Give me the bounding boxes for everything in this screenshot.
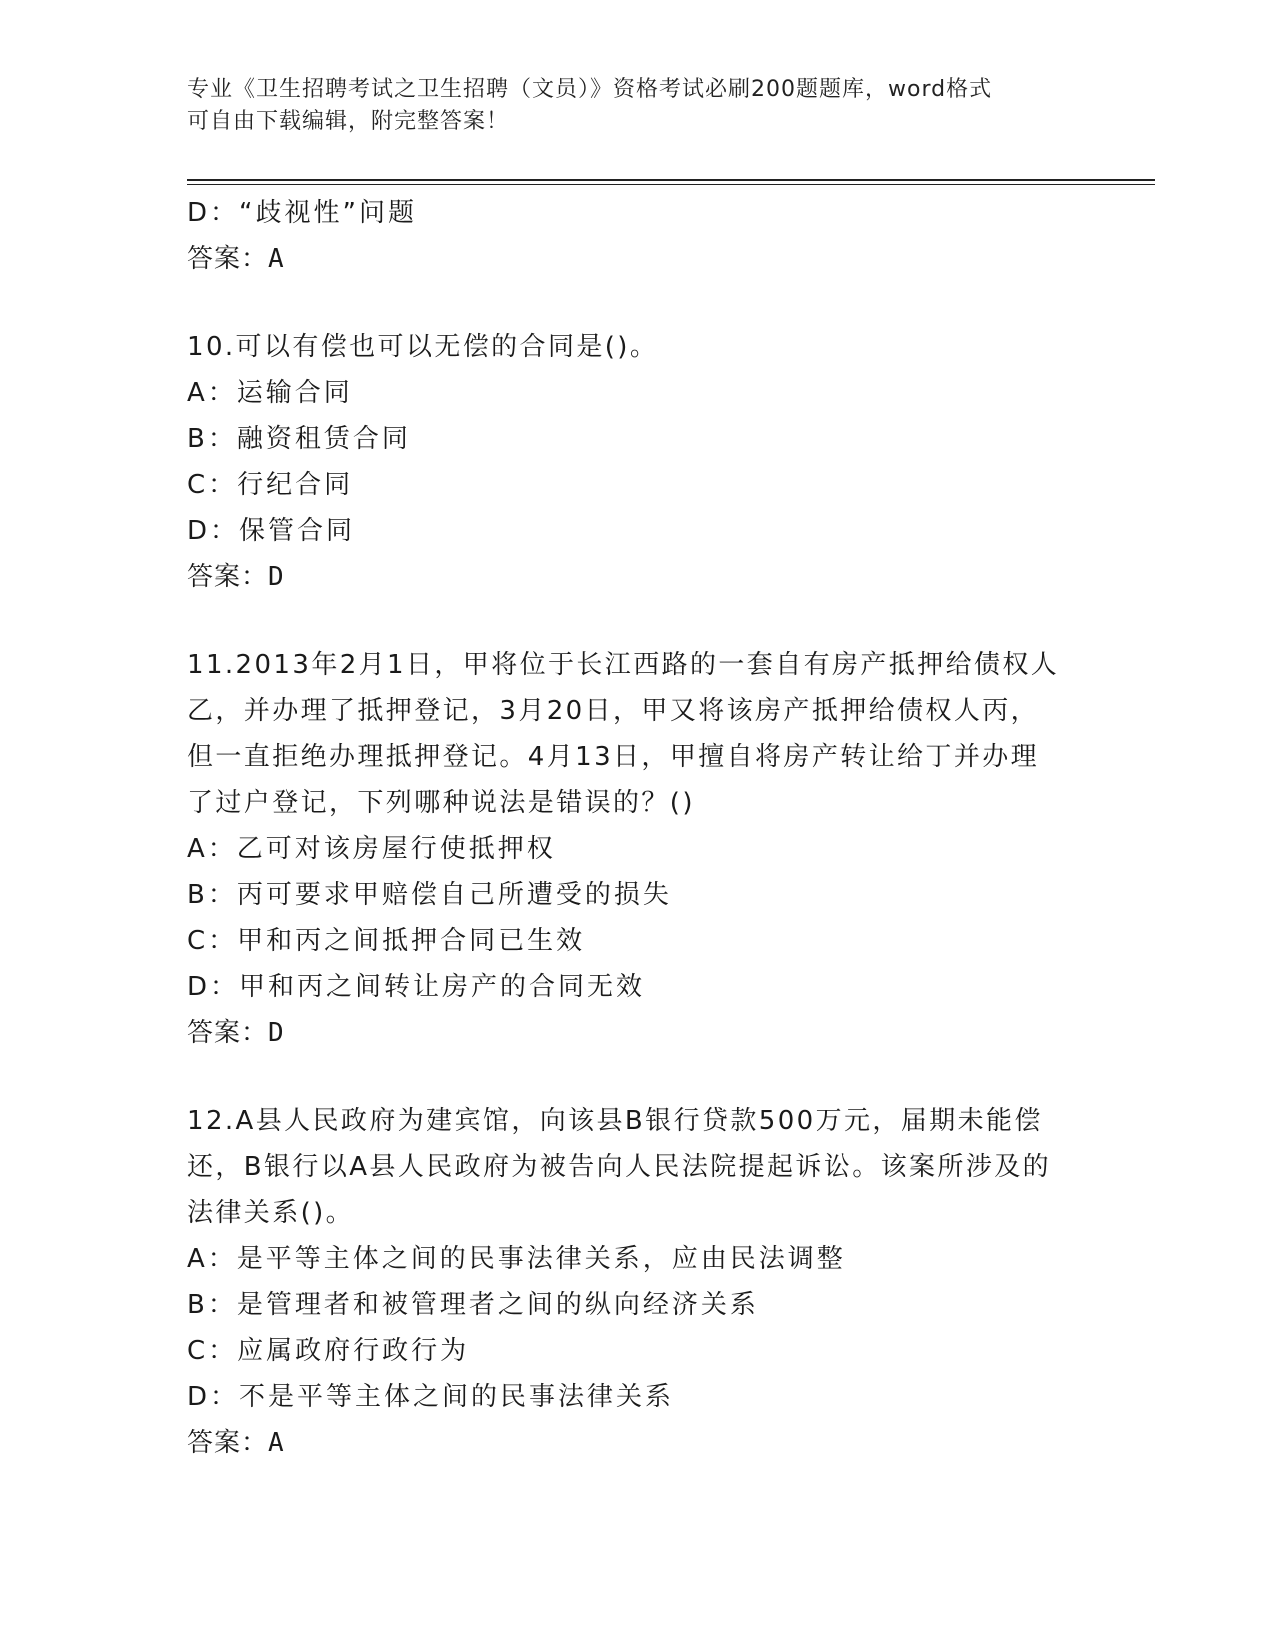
header-title-line-2: 可自由下载编辑，附完整答案！ (187, 109, 510, 134)
question-stem (187, 324, 1087, 370)
spacer (187, 282, 1087, 324)
question-stem (187, 1098, 1087, 1236)
option-a: A：运输合同 (187, 378, 353, 408)
spacer (187, 600, 1087, 642)
page-header (187, 74, 1067, 138)
question-content (187, 190, 1087, 1466)
question-stem-line: 11.2013年2月1日，甲将位于长江西路的一套自有房产抵押给债权人 (187, 650, 1060, 680)
question-stem (187, 642, 1087, 826)
answer-line: 答案：D (187, 1018, 285, 1048)
header-divider-thick (187, 179, 1155, 181)
option-c: C：应属政府行政行为 (187, 1336, 470, 1366)
question-12 (187, 1098, 1087, 1466)
question-stem-line: 乙，并办理了抵押登记，3月20日，甲又将该房产抵押给债权人丙， (187, 696, 1040, 726)
answer-line: 答案：A (187, 1428, 285, 1458)
question-stem-line: 但一直拒绝办理抵押登记。4月13日，甲擅自将房产转让给丁并办理 (187, 742, 1040, 772)
option-d: D：保管合同 (187, 516, 356, 546)
option-b: B：是管理者和被管理者之间的纵向经济关系 (187, 1290, 759, 1320)
option-c: C：行纪合同 (187, 470, 354, 500)
option-a: A：乙可对该房屋行使抵押权 (187, 834, 556, 864)
question-11 (187, 642, 1087, 1056)
question-stem-line: 还，B银行以A县人民政府为被告向人民法院提起诉讼。该案所涉及的 (187, 1152, 1052, 1182)
question-stem-line: 法律关系()。 (187, 1198, 355, 1228)
option-a: A：是平等主体之间的民事法律关系，应由民法调整 (187, 1244, 846, 1274)
question-10 (187, 324, 1087, 600)
option-d: D：不是平等主体之间的民事法律关系 (187, 1382, 675, 1412)
option-d: D：“歧视性”问题 (187, 198, 417, 228)
option-d: D：甲和丙之间转让房产的合同无效 (187, 972, 646, 1002)
option-c: C：甲和丙之间抵押合同已生效 (187, 926, 586, 956)
previous-question-tail (187, 190, 1087, 282)
spacer (187, 1056, 1087, 1098)
option-b: B：融资租赁合同 (187, 424, 411, 454)
header-title-line-1: 专业《卫生招聘考试之卫生招聘（文员）》资格考试必刷200题题库，word格式 (187, 77, 993, 102)
question-stem-line: 12.A县人民政府为建宾馆，向该县B银行贷款500万元，届期未能偿 (187, 1106, 1043, 1136)
answer-line: 答案：D (187, 562, 285, 592)
question-stem-line: 了过户登记，下列哪种说法是错误的？() (187, 788, 695, 818)
header-divider-thin (187, 184, 1155, 185)
question-stem-line: 10.可以有偿也可以无偿的合同是()。 (187, 332, 659, 362)
answer-line: 答案：A (187, 244, 285, 274)
option-b: B：丙可要求甲赔偿自己所遭受的损失 (187, 880, 672, 910)
